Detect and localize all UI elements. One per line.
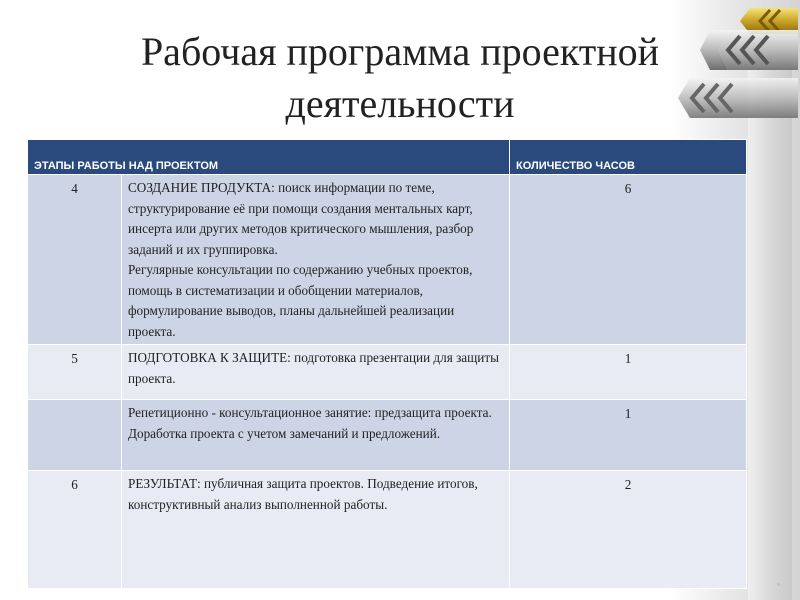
stage-number: 4 xyxy=(28,175,122,345)
column-header-stages: ЭТАПЫ РАБОТЫ НАД ПРОЕКТОМ xyxy=(28,140,510,175)
stage-text: СОЗДАНИЕ ПРОДУКТА: поиск информации по теме, структурирование её при помощи создания ментальных карт, инсерта или других методов критического мышления, разбор заданий и их группировка. xyxy=(128,180,474,257)
table-header-row xyxy=(28,140,747,175)
table-row xyxy=(28,400,747,471)
program-table xyxy=(27,139,747,589)
stage-description xyxy=(122,400,510,471)
stage-hours: 2 xyxy=(510,471,747,589)
stage-number xyxy=(28,400,122,471)
table-row xyxy=(28,345,747,400)
stage-text: РЕЗУЛЬТАТ: публичная защита проектов. Подведение итогов, конструктивный анализ выполненной работы. xyxy=(128,476,478,512)
decorative-dot xyxy=(777,583,780,586)
stage-hours: 1 xyxy=(510,345,747,400)
stage-description xyxy=(122,175,510,345)
page-title xyxy=(60,26,740,130)
stage-description xyxy=(122,471,510,589)
stage-text: Репетиционно - консультационное занятие: предзащита проекта. Доработка проекта с учетом замечаний и предложений. xyxy=(128,405,492,441)
title-line-1: Рабочая программа проектной xyxy=(140,29,660,74)
stage-text: ПОДГОТОВКА К ЗАЩИТЕ: подготовка презентации для защиты проекта. xyxy=(128,350,499,386)
title-line-2: деятельности xyxy=(285,81,515,126)
stage-description xyxy=(122,345,510,400)
stage-hours: 1 xyxy=(510,400,747,471)
table-row xyxy=(28,471,747,589)
stage-hours: 6 xyxy=(510,175,747,345)
table-row xyxy=(28,175,747,345)
column-header-hours: КОЛИЧЕСТВО ЧАСОВ xyxy=(510,140,747,175)
stage-number: 5 xyxy=(28,345,122,400)
stage-text: Регулярные консультации по содержанию учебных проектов, помощь в систематизации и обобщении материалов, формулирование выводов, планы дальнейшей реализации проекта. xyxy=(128,262,473,339)
stage-number: 6 xyxy=(28,471,122,589)
